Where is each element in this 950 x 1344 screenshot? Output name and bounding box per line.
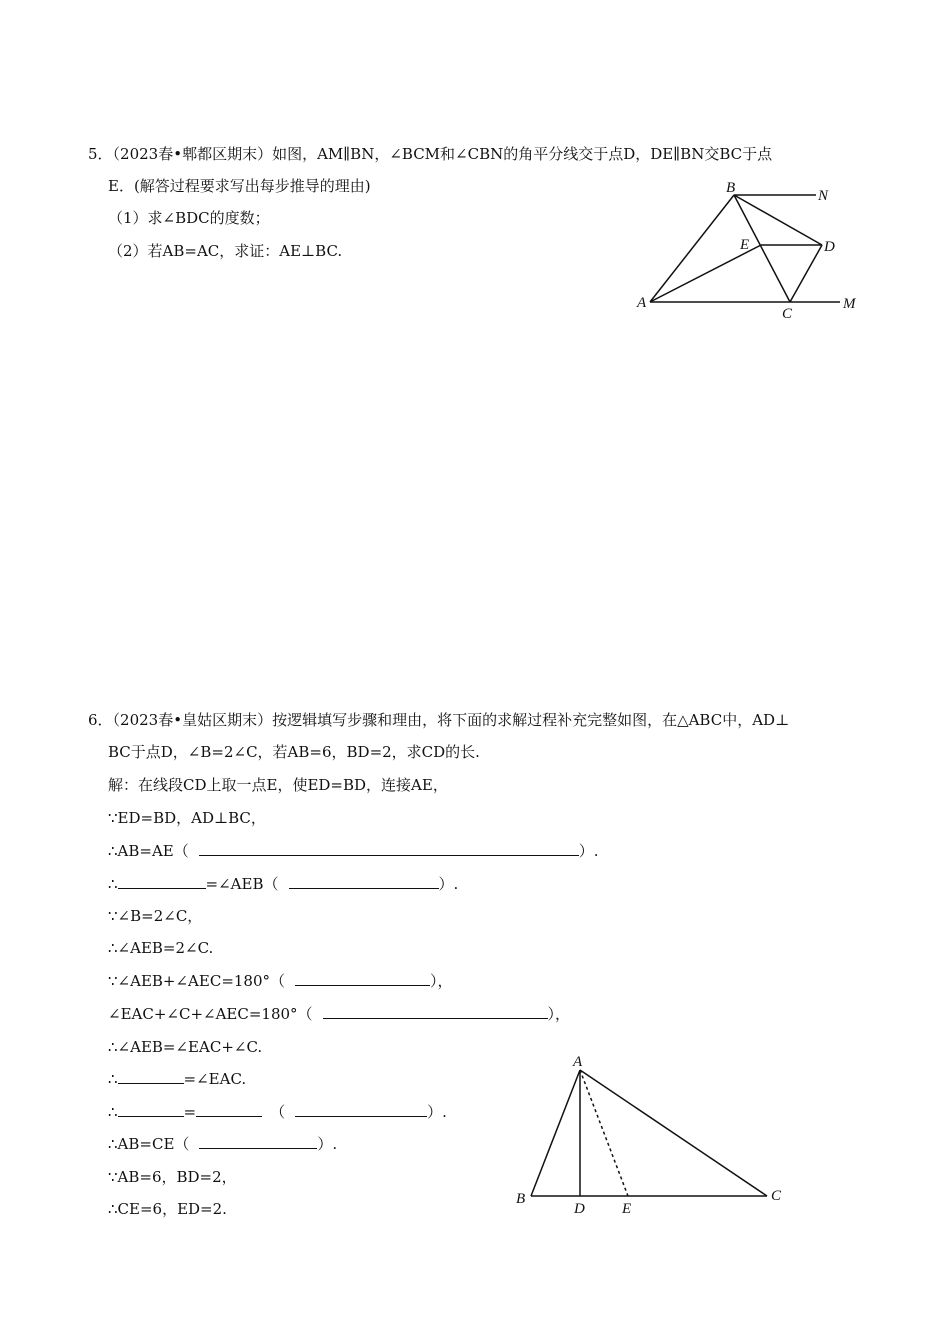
solution-step-14: ∴CE=6，ED=2. (108, 1200, 227, 1218)
label-n: N (818, 188, 829, 204)
label-a: A (637, 295, 647, 311)
step12-close: ）. (317, 1135, 338, 1153)
label-b: B (726, 180, 736, 196)
segment-ae-dashed (580, 1070, 628, 1196)
segment-ae (650, 245, 761, 302)
solution-step-5: ∵∠B=2∠C， (108, 907, 203, 925)
problem5-line1: 5．（2023春•郫都区期末）如图，AM∥BN，∠BCM和∠CBN的角平分线交于点D，DE∥BN交BC于点 (88, 145, 773, 163)
solution-step-4 (108, 874, 458, 894)
step8-text: ∠EAC+∠C+∠AEC=180°（ (108, 1005, 313, 1023)
step11-close: ）. (427, 1103, 447, 1121)
step10-prefix: ∴ (108, 1070, 118, 1088)
step12-text: ∴AB=CE（ (108, 1135, 190, 1153)
solution-step-2: ∵ED=BD，AD⊥BC， (108, 809, 266, 827)
solution-step-11 (108, 1102, 447, 1122)
solution-step-13: ∵AB=6，BD=2， (108, 1168, 237, 1186)
step4-text: =∠AEB（ (205, 875, 279, 893)
solution-step-8 (108, 1004, 570, 1024)
step7-text: ∵∠AEB+∠AEC=180°（ (108, 972, 286, 990)
solution-step-6: ∴∠AEB=2∠C. (108, 939, 214, 957)
step11-prefix: ∴ (108, 1103, 118, 1121)
solution-step-10 (108, 1069, 246, 1089)
step8-close: ）， (547, 1005, 571, 1023)
label-a: A (573, 1054, 583, 1070)
label-d: D (574, 1201, 585, 1217)
label-b: B (516, 1191, 526, 1207)
blank-reason-5[interactable] (295, 1102, 427, 1117)
step7-close: ）， (430, 972, 453, 990)
problem5-line2: E．(解答过程要求写出每步推导的理由) (108, 177, 371, 195)
solution-step-7 (108, 971, 453, 991)
segment-ac (580, 1070, 767, 1196)
segment-cd (790, 245, 822, 302)
label-m: M (843, 296, 856, 312)
step10-text: =∠EAC. (183, 1070, 247, 1088)
label-e: E (740, 237, 750, 253)
problem5-question1: （1）求∠BDC的度数； (108, 209, 270, 227)
label-c: C (771, 1188, 782, 1204)
blank-segment-1[interactable] (118, 1102, 184, 1117)
blank-reason-6[interactable] (199, 1134, 317, 1149)
problem6-line1: 6．（2023春•皇姑区期末）按逻辑填写步骤和理由，将下面的求解过程补充完整如图，在△ABC中，AD⊥ (88, 711, 790, 729)
blank-reason-2[interactable] (289, 874, 439, 889)
segment-ab (650, 195, 734, 302)
step4-prefix: ∴ (108, 875, 118, 893)
step3-close: ）. (578, 842, 599, 860)
problem6-figure (505, 1050, 805, 1220)
problem6-line2: BC于点D，∠B=2∠C，若AB=6，BD=2，求CD的长. (108, 743, 480, 761)
solution-step-9: ∴∠AEB=∠EAC+∠C. (108, 1038, 263, 1056)
blank-reason-4[interactable] (323, 1004, 548, 1019)
solution-step-12 (108, 1134, 337, 1154)
blank-reason-1[interactable] (199, 841, 579, 856)
step11-open: （ (270, 1103, 286, 1121)
step11-eq: = (183, 1103, 197, 1121)
blank-angle-1[interactable] (118, 874, 206, 889)
solution-step-1: 解：在线段CD上取一点E，使ED=BD，连接AE， (108, 776, 448, 794)
solution-step-3 (108, 841, 599, 861)
problem5-figure (630, 175, 870, 325)
blank-segment-2[interactable] (196, 1102, 262, 1117)
step3-text: ∴AB=AE（ (108, 842, 189, 860)
label-e: E (622, 1201, 632, 1217)
label-d: D (824, 239, 835, 255)
blank-angle-2[interactable] (118, 1069, 184, 1084)
label-c: C (782, 306, 793, 322)
blank-reason-3[interactable] (295, 971, 430, 986)
segment-ab (531, 1070, 580, 1196)
step4-close: ）. (438, 875, 459, 893)
problem5-question2: （2）若AB=AC，求证：AE⊥BC. (108, 242, 343, 260)
